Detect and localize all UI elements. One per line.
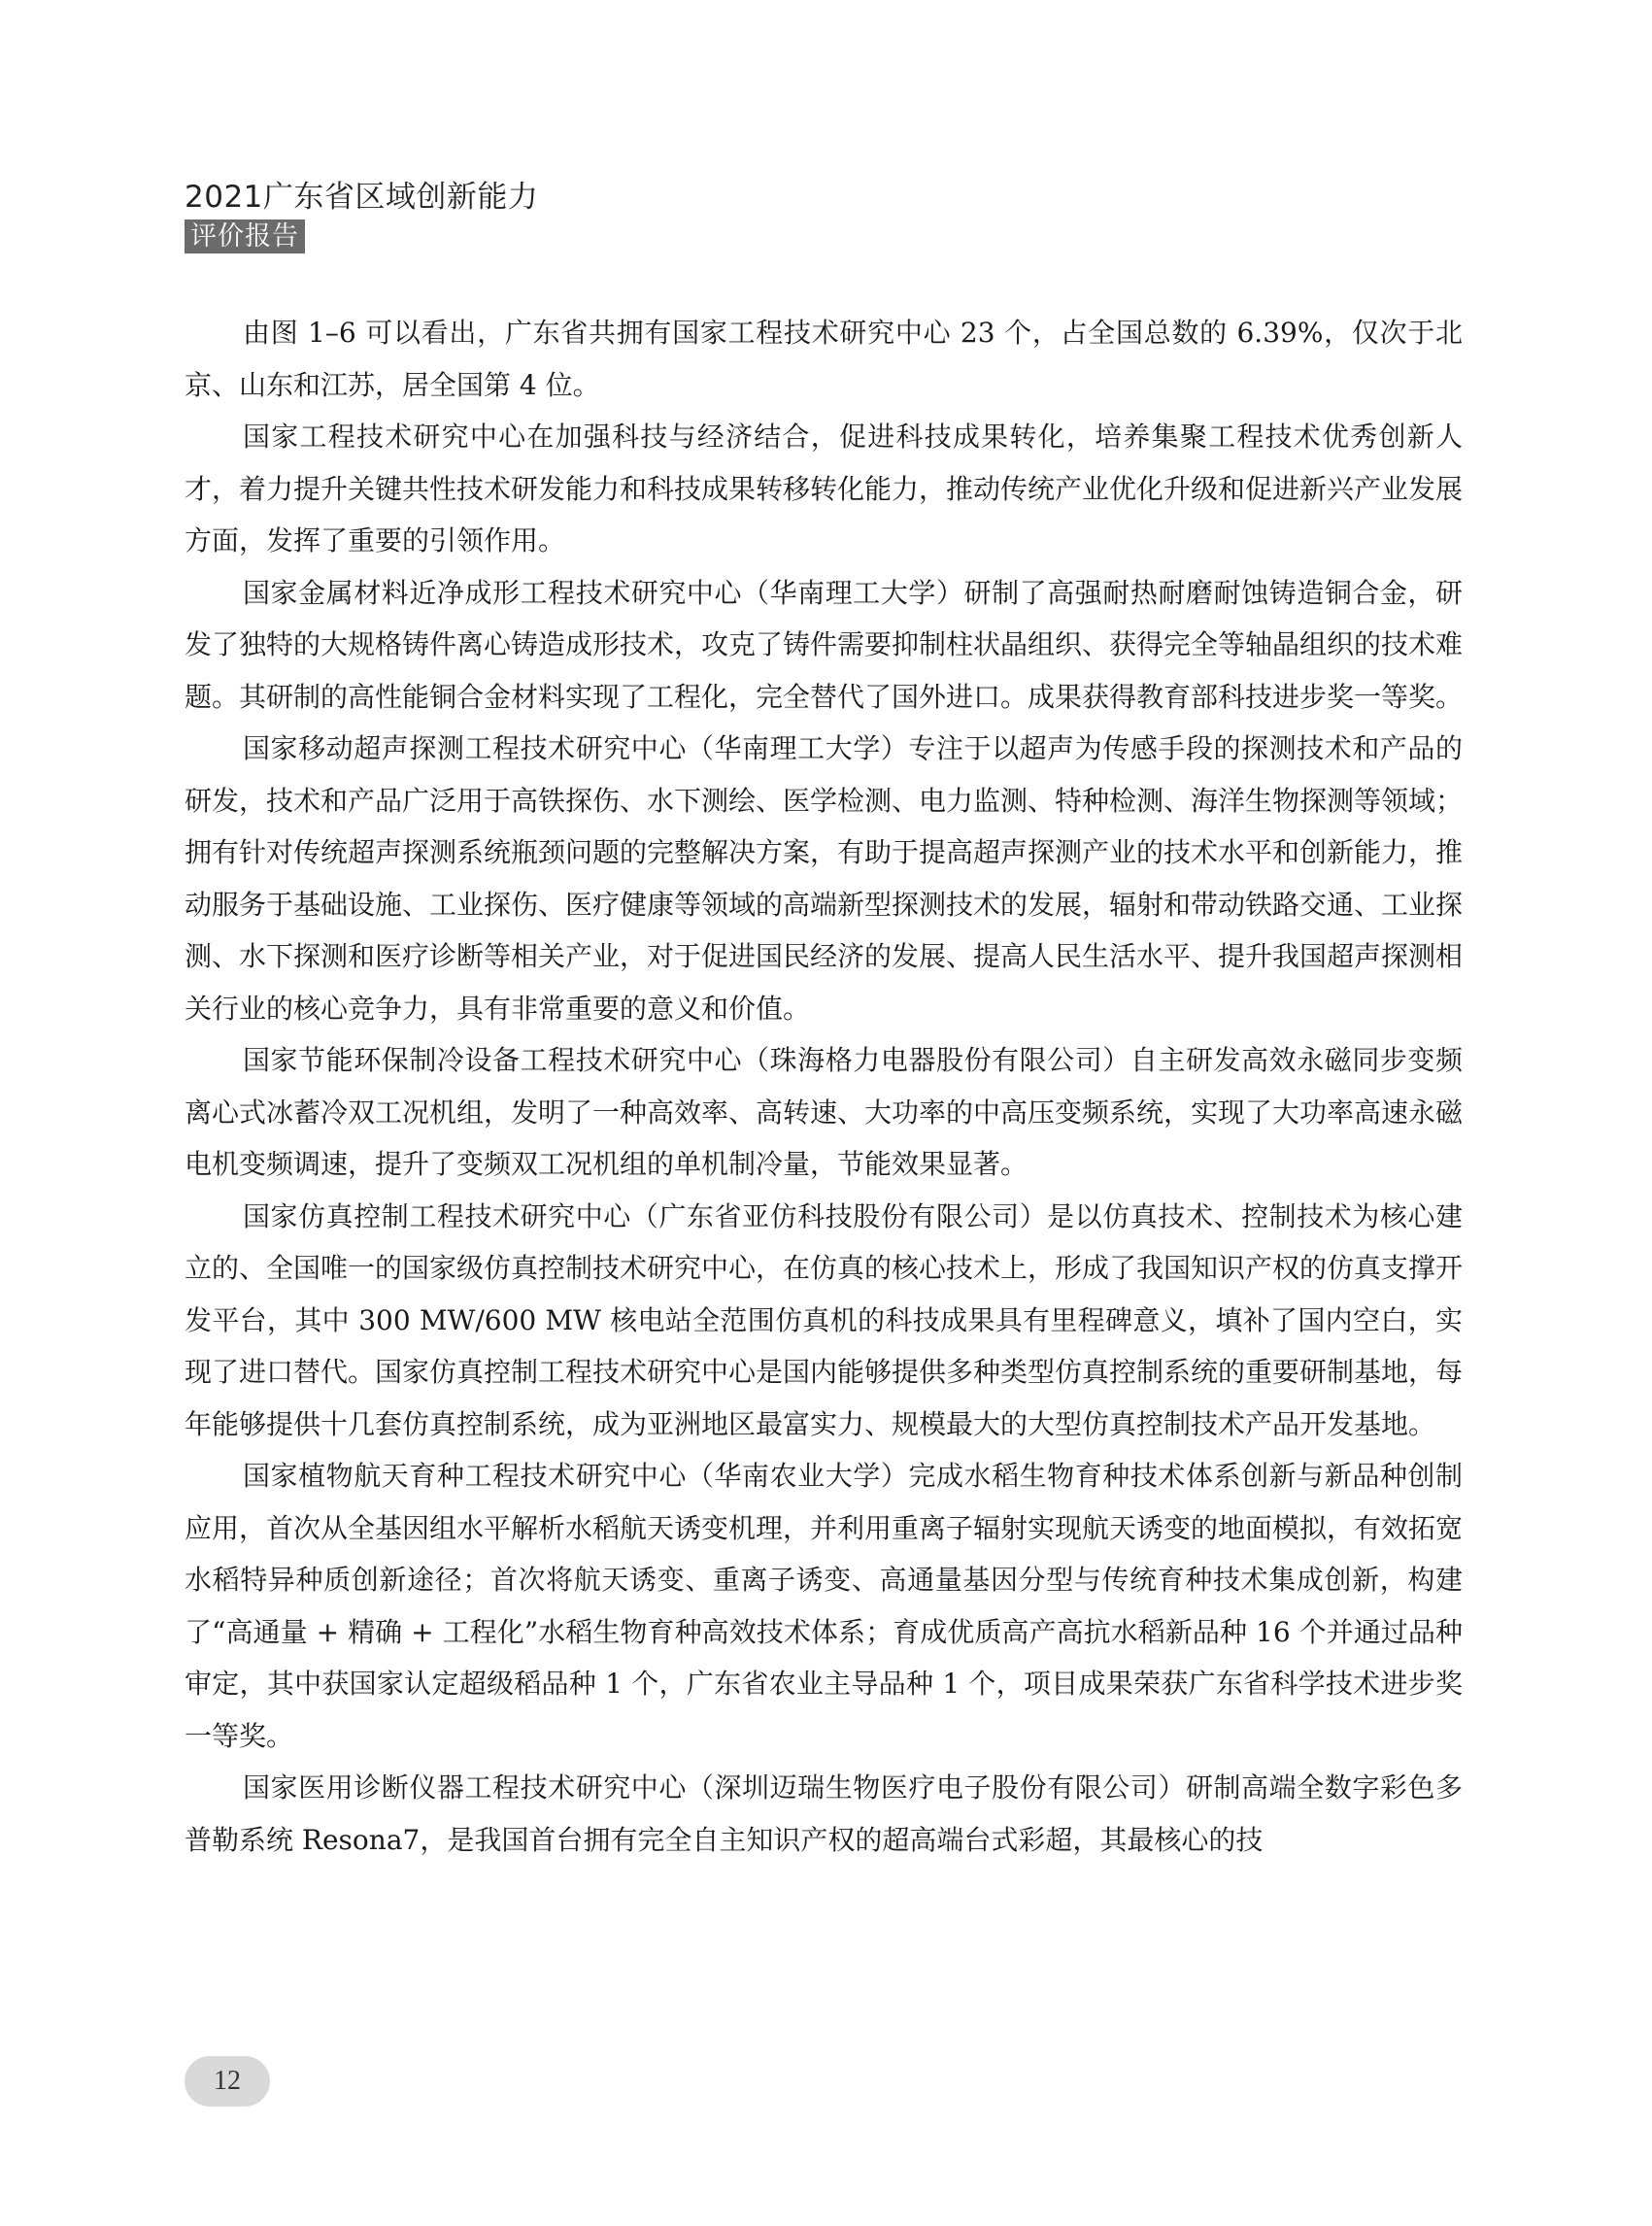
paragraph: 国家工程技术研究中心在加强科技与经济结合，促进科技成果转化，培养集聚工程技术优秀创新人才，着力提升关键共性技术研发能力和科技成果转移转化能力，推动传统产业优化升级和促进新兴产业发展方面，发挥了重要的引领作用。 (185, 421, 1464, 556)
body-text (185, 307, 1463, 1866)
paragraph: 国家仿真控制工程技术研究中心（广东省亚仿科技股份有限公司）是以仿真技术、控制技术为核心建立的、全国唯一的国家级仿真控制技术研究中心，在仿真的核心技术上，形成了我国知识产权的仿真支撑开发平台，其中 300 MW/600 MW 核电站全范围仿真机的科技成果具有里程碑意义，填补了国内空白，实现了进口替代。国家仿真控制工程技术研究中心是国内能够提供多种类型仿真控制系统的重要研制基地，每年能够提供十几套仿真控制系统，成为亚洲地区最富实力、规模最大的大型仿真控制技术产品开发基地。 (185, 1199, 1464, 1440)
running-header (185, 179, 538, 253)
header-subtitle: 评价报告 (185, 219, 305, 253)
paragraph: 国家节能环保制冷设备工程技术研究中心（珠海格力电器股份有限公司）自主研发高效永磁同步变频离心式冰蓄冷双工况机组，发明了一种高效率、高转速、大功率的中高压变频系统，实现了大功率高速永磁电机变频调速，提升了变频双工况机组的单机制冷量，节能效果显著。 (185, 1044, 1464, 1180)
paragraph: 国家移动超声探测工程技术研究中心（华南理工大学）专注于以超声为传感手段的探测技术和产品的研发，技术和产品广泛用于高铁探伤、水下测绘、医学检测、电力监测、特种检测、海洋生物探测等领域；拥有针对传统超声探测系统瓶颈问题的完整解决方案，有助于提高超声探测产业的技术水平和创新能力，推动服务于基础设施、工业探伤、医疗健康等领域的高端新型探测技术的发展，辐射和带动铁路交通、工业探测、水下探测和医疗诊断等相关产业，对于促进国民经济的发展、提高人民生活水平、提升我国超声探测相关行业的核心竞争力，具有非常重要的意义和价值。 (185, 732, 1464, 1025)
paragraph: 由图 1–6 可以看出，广东省共拥有国家工程技术研究中心 23 个，占全国总数的 6.39%，仅次于北京、山东和江苏，居全国第 4 位。 (185, 317, 1463, 401)
paragraph: 国家植物航天育种工程技术研究中心（华南农业大学）完成水稻生物育种技术体系创新与新品种创制应用，首次从全基因组水平解析水稻航天诱变机理，并利用重离子辐射实现航天诱变的地面模拟，有效拓宽水稻特异种质创新途径；首次将航天诱变、重离子诱变、高通量基因分型与传统育种技术集成创新，构建了“高通量 + 精确 + 工程化”水稻生物育种高效技术体系；育成优质高产高抗水稻新品种 16 个并通过品种审定，其中获国家认定超级稻品种 1 个，广东省农业主导品种 1 个，项目成果荣获广东省科学技术进步奖一等奖。 (185, 1460, 1464, 1752)
page-number: 12 (185, 2056, 270, 2107)
paragraph: 国家金属材料近净成形工程技术研究中心（华南理工大学）研制了高强耐热耐磨耐蚀铸造铜合金，研发了独特的大规格铸件离心铸造成形技术，攻克了铸件需要抑制柱状晶组织、获得完全等轴晶组织的技术难题。其研制的高性能铜合金材料实现了工程化，完全替代了国外进口。成果获得教育部科技进步奖一等奖。 (185, 576, 1464, 713)
header-title: 2021广东省区域创新能力 (185, 180, 539, 215)
paragraph: 国家医用诊断仪器工程技术研究中心（深圳迈瑞生物医疗电子股份有限公司）研制高端全数字彩色多普勒系统 Resona7，是我国首台拥有完全自主知识产权的超高端台式彩超，其最核心的技 (185, 1771, 1463, 1856)
